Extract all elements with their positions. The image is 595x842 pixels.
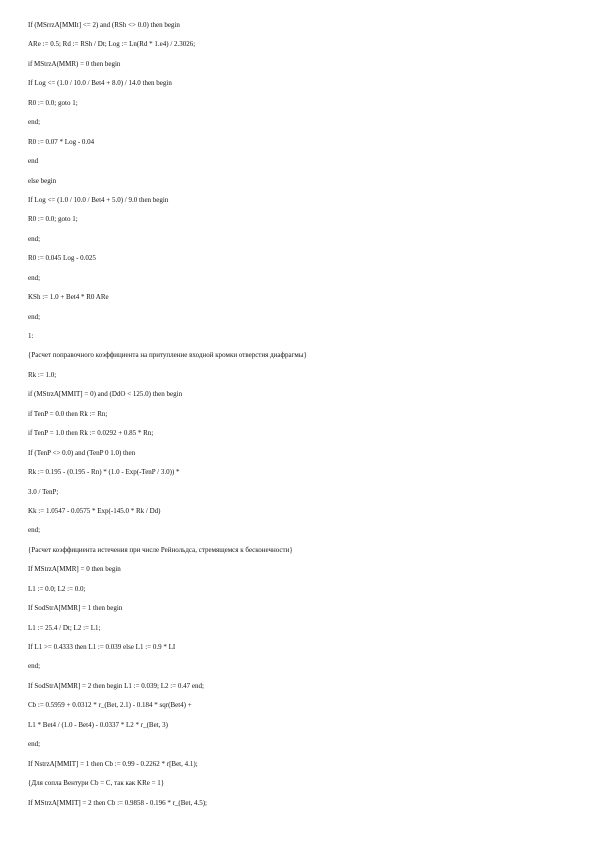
code-comment: {Расчет поправочного коэффициента на притупление входной кромки отверстия диафрагмы} — [28, 351, 307, 360]
code-line: R0 := 0.07 * Log - 0.04 — [28, 137, 95, 146]
code-line: If SodStrA[MMR] = 1 then begin — [28, 604, 123, 613]
code-listing — [28, 16, 578, 813]
code-line: Kk := 1.0547 - 0.0575 * Exp(-145.0 * Rk / Dd) — [28, 506, 161, 515]
code-line: If (TenP <> 0.0) and (TenP 0 1.0) then — [28, 448, 136, 457]
code-line: end; — [28, 234, 41, 243]
code-line: if TenP = 1.0 then Rk := 0.0292 + 0.85 * Rn; — [28, 429, 154, 438]
code-line: end — [28, 157, 39, 166]
code-line: If (MSrrzA[MMIt] <= 2) and (RSh <> 0.0) then begin — [28, 21, 180, 29]
code-line: If L1 >= 0.4333 then L1 := 0.039 else L1 := 0.9 * LI — [28, 643, 176, 651]
code-line: L1 := 25.4 / Dt; L2 := L1; — [28, 623, 101, 632]
code-line: R0 := 0.0; goto 1; — [28, 215, 78, 224]
code-line: If MStrzA[MMIT] = 2 then Cb := 0.9858 - 0.196 * r_(Bet, 4.5); — [28, 798, 207, 807]
code-line: end; — [28, 273, 41, 282]
code-comment: {Расчет коэффициента истечения при числе Рейнольдса, стремящемся к бесконечности} — [28, 545, 293, 554]
code-line: If SodStrA[MMR] = 2 then begin L1 := 0.039; L2 := 0.47 end; — [28, 681, 204, 690]
code-line: end; — [28, 740, 41, 749]
code-line: if (MStrzA[MMIT] = 0) and (DdO < 125.0) then begin — [28, 390, 183, 399]
code-line: L1 * Bet4 / (1.0 - Bet4) - 0.0337 * L2 * r_(Bet, 3) — [28, 720, 168, 729]
code-line: R0 := 0.045 Log - 0.025 — [28, 254, 96, 263]
code-line: end; — [28, 118, 41, 127]
code-line: if TenP = 0.0 then Rk := Rn; — [28, 409, 108, 418]
code-line: ARe := 0.5; Rd := RSh / Dt; Log := Ln(Rd * 1.e4) / 2.3026; — [28, 40, 196, 49]
code-line: end; — [28, 526, 41, 535]
code-line: If NstrzA[MMIT] = 1 then Cb := 0.99 - 0.2262 * r[Bet, 4.1); — [28, 759, 198, 768]
code-line: if MStrzA(MMR) = 0 then begin — [28, 59, 121, 68]
code-line: else begin — [28, 176, 57, 185]
code-line: end; — [28, 312, 41, 321]
code-line: Cb := 0.5959 + 0.0312 * r_(Bet, 2.1) - 0.184 * sqr(Bet4) + — [28, 701, 192, 710]
code-line: Rk := 1.0; — [28, 370, 57, 379]
code-line: end; — [28, 662, 41, 671]
code-line: If Log <= (1.0 / 10.0 / Bet4 + 8.0) / 14.0 then begin — [28, 79, 172, 88]
code-line: If MStrzA[MMR] = 0 then begin — [28, 565, 121, 574]
code-line: If Log <= (1.0 / 10.0 / Bet4 + 5.0) / 9.0 then begin — [28, 195, 169, 204]
code-line: KSh := 1.0 + Bet4 * R0 ARe — [28, 293, 109, 302]
code-line: 3.0 / TenP; — [28, 487, 59, 496]
code-line: Rk := 0.195 - (0.195 - Rn) * (1.0 - Exp(-TenP / 3.0)) * — [28, 468, 180, 477]
code-line: R0 := 0.0; goto 1; — [28, 98, 78, 107]
code-comment: {Для сопла Вентури Cb = C, так как KRe = 1} — [28, 779, 165, 788]
code-line: 1: — [28, 332, 34, 340]
code-line: L1 := 0.0; L2 := 0.0; — [28, 584, 86, 593]
